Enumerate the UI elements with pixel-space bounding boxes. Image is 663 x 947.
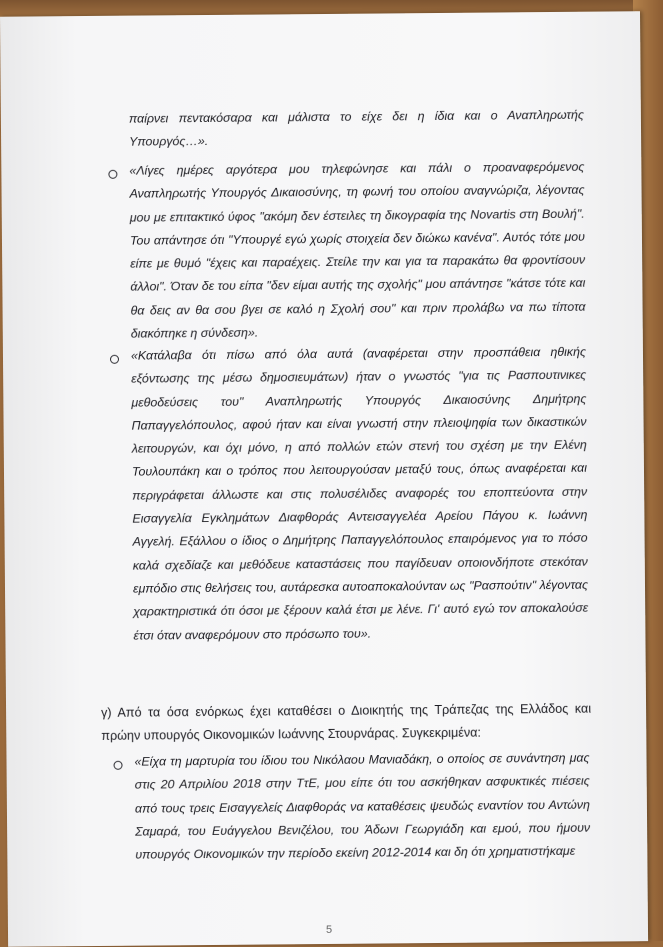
bullet-circle-icon	[110, 355, 119, 364]
paragraph-continuation: παίρνει πεντακόσαρα και μάλιστα το είχε δει η ίδια και ο Αναπληρωτής Υπουργός…».	[128, 107, 584, 149]
bullet-circle-icon	[114, 761, 123, 770]
quote-bullet-3: «Είχα τη μαρτυρία του ίδιου του Νικόλαου Μανιαδάκη, ο οποίος σε συνάντηση μας στις 20 Απριλίου 2018 στην ΤτΕ, μου είπε ότι του ασκήθηκαν ασφυκτικές πιέσεις από τους τρεις Εισαγγελείς Διαφθοράς να καταθέσεις ψευδώς εναντίον του Αντώνη Σαμαρά, του Ευάγγελου Βενιζέλου, του Άδωνι Γεωργιάδη και εμού, που ήμουν υπουργός Οικονομικών την περίοδο εκείνη 2012-2014 και δη ότι χρηματιστήκαμε	[134, 750, 591, 862]
quote-bullet-1: «Λίγες ημέρες αργότερα μου τηλεφώνησε και πάλι ο προαναφερόμενος Αναπληρωτής Υπουργός Δικαιοσύνης, τη φωνή του οποίου αναγνώριζα, λέγοντας μου με επιτακτικό ύφος "ακόμη δεν έστειλες τη δικογραφία της Novartis στη Βουλή". Του απάντησε ότι "Υπουργέ εγώ χωρίς στοιχεία δεν διώκω κανένα". Αυτός τότε μου είπε με θυμό "έχεις και παραέχεις. Στείλε την και για τα παρακάτω θα φροντίσουν άλλοι". Όταν δε του είπα "δεν είμαι αυτής της σχολής" μου απάντησε "κάτσε τότε και θα δεις αν θα σου βγει σε καλό η Σχολή σου" και πριν προλάβω να πω τίποτα διακόπηκε η σύνδεση».	[129, 159, 586, 341]
page-content	[0, 11, 648, 947]
page-number: 5	[325, 923, 333, 936]
section-g-heading: γ) Από τα όσα ενόρκως έχει καταθέσει ο Διοικητής της Τράπεζας της Ελλάδος και πρώην υπουργός Οικονομικών Ιωάννης Στουρνάρας. Συγκεκριμένα:	[101, 701, 592, 743]
document-page	[0, 11, 648, 947]
quote-bullet-2: «Κατάλαβα ότι πίσω από όλα αυτά (αναφέρεται στην προσπάθεια ηθικής εξόντωσης της μέσω δημοσιευμάτων) ήταν ο γνωστός "για τις Ρασπουτινικες μεθοδεύσεις του" Αναπληρωτής Υπουργός Δικαιοσύνης Δημήτρης Παπαγγελόπουλος, αφού ήταν και είναι γνωστή στην πλειοψηφία των δικαστικών λειτουργών, και όχι μόνο, η από πολλών ετών στενή του σχέση με την Ελένη Τουλουπάκη και ο τρόπος που λειτουργούσαν μεταξύ τους, όπως αναφέρεται και περιγράφεται άλλωστε και στις πολυσέλιδες αναφορές του εποπτεύοντα στην Εισαγγελία Εγκλημάτων Διαφθοράς Αντεισαγγελέα Αρείου Πάγου κ. Ιωάννη Αγγελή. Εξάλλου ο ίδιος ο Δημήτρης Παπαγγελόπουλος επαιρόμενος για το πόσο καλά σχεδίαζε και μεθόδευε καταστάσεις που παγίδευαν οποιονδήποτε στεκόταν εμπόδιο στις θελήσεις του, αυτάρεσκα αυτοαποκαλούνταν ως "Ρασπούτιν" λέγοντας χαρακτηριστικά ότι όσοι με ξέρουν καλά έτσι με λένε. Γι' αυτό εγώ τον αποκαλούσε έτσι όταν αναφερόμουν στο πρόσωπο του».	[130, 344, 589, 643]
bullet-circle-icon	[108, 170, 117, 179]
